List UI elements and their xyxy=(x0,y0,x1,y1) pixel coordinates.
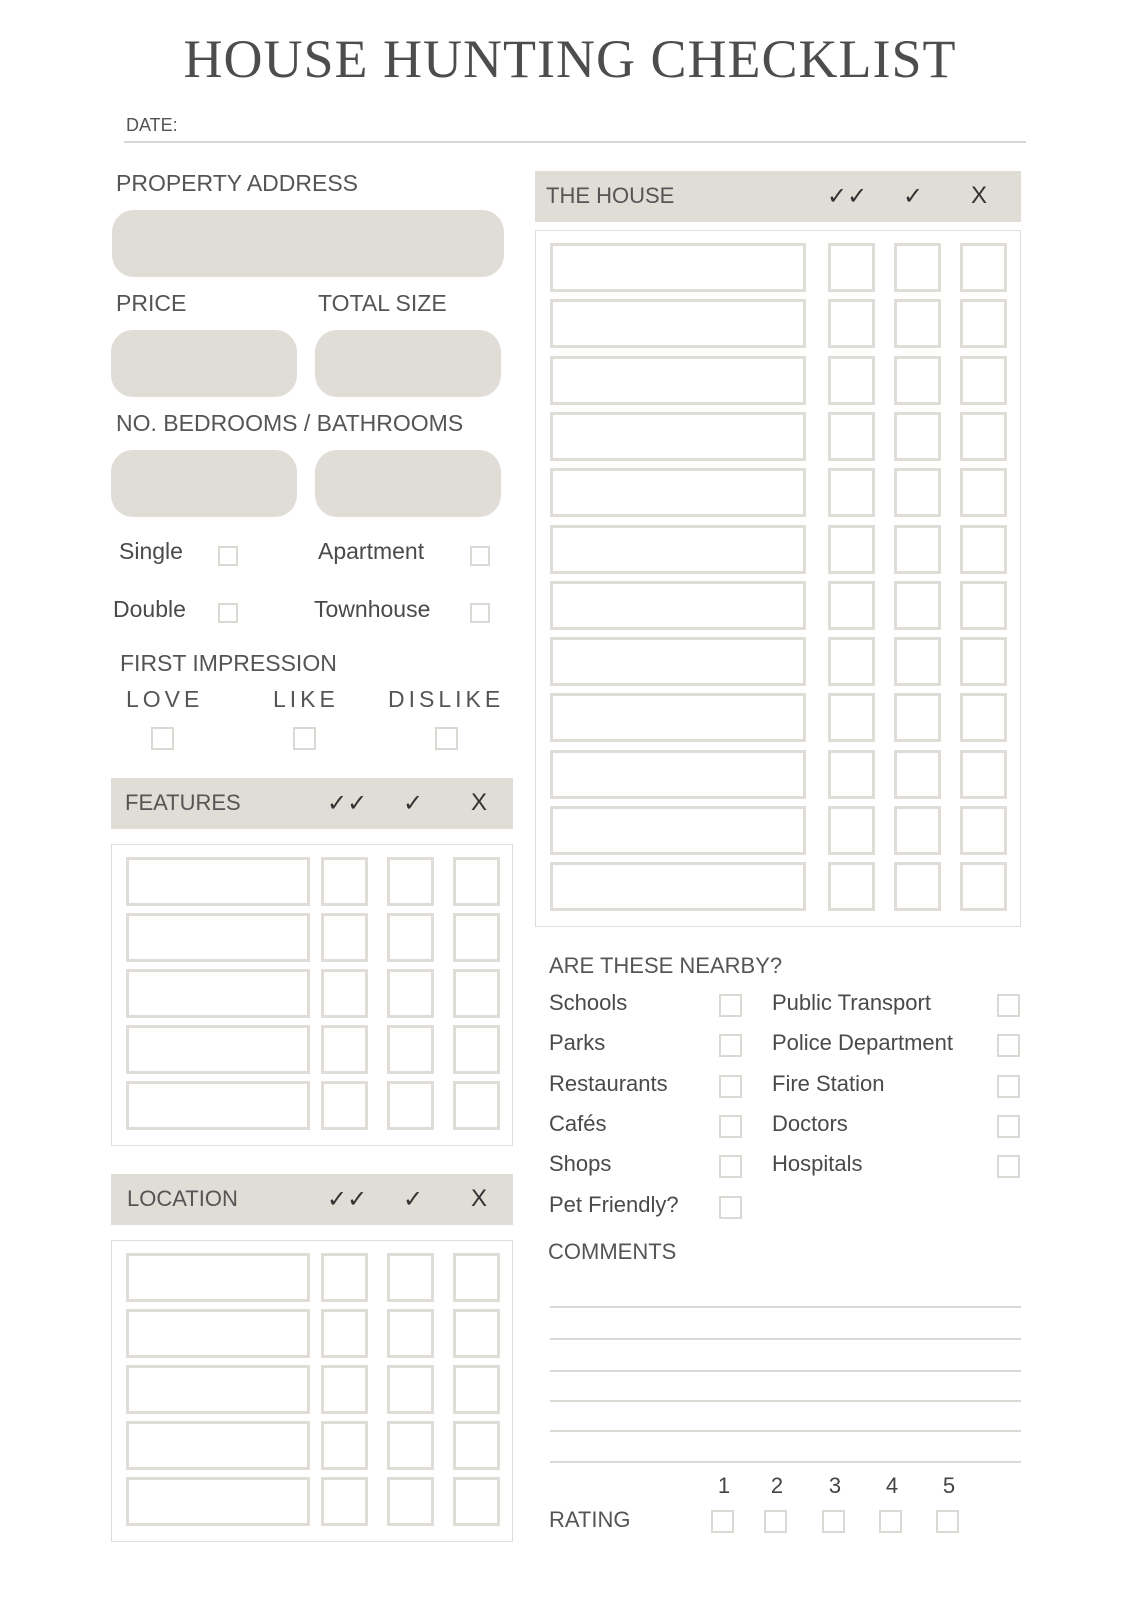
first-impression-label: FIRST IMPRESSION xyxy=(120,650,337,676)
item-field[interactable] xyxy=(126,969,310,1018)
nearby-item-checkbox[interactable] xyxy=(719,994,742,1017)
check-box[interactable] xyxy=(387,1253,434,1302)
check-box[interactable] xyxy=(894,525,941,574)
nearby-item-label: Parks xyxy=(549,1030,606,1056)
item-field[interactable] xyxy=(550,299,806,348)
price-field[interactable] xyxy=(111,330,297,397)
impression-love-checkbox[interactable] xyxy=(151,727,174,750)
double-check-box[interactable] xyxy=(321,1309,368,1358)
item-field[interactable] xyxy=(550,581,806,630)
nearby-item-label: Public Transport xyxy=(772,990,931,1015)
rating-checkbox[interactable] xyxy=(822,1510,845,1533)
cross-box[interactable] xyxy=(453,857,500,906)
impression-dislike-checkbox[interactable] xyxy=(435,727,458,750)
nearby-item-label: Police Department xyxy=(772,1030,953,1056)
check-box[interactable] xyxy=(387,1309,434,1358)
double-check-box[interactable] xyxy=(828,243,875,292)
rating-checkbox[interactable] xyxy=(764,1510,787,1533)
item-field[interactable] xyxy=(126,1081,310,1130)
cross-box[interactable] xyxy=(960,637,1007,686)
nearby-item-label: Restaurants xyxy=(549,1070,668,1096)
item-field[interactable] xyxy=(126,1309,310,1358)
total-size-label: TOTAL SIZE xyxy=(318,290,447,316)
check-box[interactable] xyxy=(894,750,941,799)
type-townhouse-checkbox[interactable] xyxy=(470,603,490,623)
cross-box[interactable] xyxy=(453,969,500,1018)
comment-line xyxy=(550,1370,1021,1372)
house-table xyxy=(535,230,1021,927)
item-field[interactable] xyxy=(550,862,806,911)
double-check-icon: ✓✓ xyxy=(327,1186,368,1213)
rating-label: RATING xyxy=(549,1507,631,1532)
double-check-box[interactable] xyxy=(828,862,875,911)
nearby-item-label: Schools xyxy=(549,990,628,1015)
item-field[interactable] xyxy=(126,1421,310,1470)
nearby-item-label: Cafés xyxy=(549,1110,607,1136)
double-check-icon: ✓✓ xyxy=(327,790,368,817)
total-size-field[interactable] xyxy=(315,330,501,397)
nearby-item-checkbox[interactable] xyxy=(719,1075,742,1098)
double-check-box[interactable] xyxy=(321,857,368,906)
check-box[interactable] xyxy=(894,637,941,686)
check-box[interactable] xyxy=(387,857,434,906)
nearby-item-label: Doctors xyxy=(772,1110,848,1136)
impression-love-label: LOVE xyxy=(126,686,204,712)
nearby-item-checkbox[interactable] xyxy=(997,1115,1020,1138)
cross-icon: X xyxy=(471,789,488,816)
rating-checkbox[interactable] xyxy=(879,1510,902,1533)
rating-number: 2 xyxy=(770,1473,784,1498)
cross-box[interactable] xyxy=(453,913,500,962)
cross-box[interactable] xyxy=(960,412,1007,461)
type-double-checkbox[interactable] xyxy=(218,603,238,623)
item-field[interactable] xyxy=(550,806,806,855)
check-icon: ✓ xyxy=(403,790,424,817)
comment-line xyxy=(550,1306,1021,1308)
double-check-box[interactable] xyxy=(828,806,875,855)
cross-box[interactable] xyxy=(453,1025,500,1074)
item-field[interactable] xyxy=(126,913,310,962)
item-field[interactable] xyxy=(550,412,806,461)
check-box[interactable] xyxy=(894,806,941,855)
impression-dislike-label: DISLIKE xyxy=(388,686,505,712)
cross-box[interactable] xyxy=(960,862,1007,911)
cross-box[interactable] xyxy=(960,581,1007,630)
item-field[interactable] xyxy=(126,1365,310,1414)
property-address-field[interactable] xyxy=(112,210,504,277)
cross-box[interactable] xyxy=(453,1421,500,1470)
location-table xyxy=(111,1240,513,1542)
location-title: LOCATION xyxy=(127,1186,238,1211)
features-table xyxy=(111,844,513,1146)
check-box[interactable] xyxy=(894,581,941,630)
type-double-label: Double xyxy=(113,596,186,622)
rating-number: 5 xyxy=(942,1473,956,1498)
double-check-box[interactable] xyxy=(828,412,875,461)
item-field[interactable] xyxy=(550,356,806,405)
double-check-box[interactable] xyxy=(321,1477,368,1526)
rating-checkbox[interactable] xyxy=(711,1510,734,1533)
comment-line xyxy=(550,1430,1021,1432)
bathrooms-field[interactable] xyxy=(315,450,501,517)
cross-box[interactable] xyxy=(960,356,1007,405)
item-field[interactable] xyxy=(126,1025,310,1074)
cross-icon: X xyxy=(471,1185,488,1212)
double-check-box[interactable] xyxy=(321,1253,368,1302)
nearby-label: ARE THESE NEARBY? xyxy=(549,953,783,978)
cross-box[interactable] xyxy=(453,1253,500,1302)
features-header xyxy=(111,778,513,829)
item-field[interactable] xyxy=(126,1477,310,1526)
check-box[interactable] xyxy=(894,412,941,461)
double-check-box[interactable] xyxy=(321,1421,368,1470)
nearby-item-label: Pet Friendly? xyxy=(549,1191,679,1217)
double-check-box[interactable] xyxy=(321,1365,368,1414)
comment-line xyxy=(550,1400,1021,1402)
item-field[interactable] xyxy=(550,468,806,517)
nearby-item-checkbox[interactable] xyxy=(997,1155,1020,1178)
item-field[interactable] xyxy=(126,1253,310,1302)
check-box[interactable] xyxy=(894,862,941,911)
rating-number: 1 xyxy=(717,1473,731,1498)
type-single-label: Single xyxy=(119,538,183,564)
nearby-item-checkbox[interactable] xyxy=(997,1034,1020,1057)
cross-box[interactable] xyxy=(453,1309,500,1358)
house-header xyxy=(535,171,1021,222)
type-apartment-label: Apartment xyxy=(318,538,425,564)
cross-box[interactable] xyxy=(960,299,1007,348)
check-box[interactable] xyxy=(894,299,941,348)
check-box[interactable] xyxy=(387,913,434,962)
item-field[interactable] xyxy=(550,637,806,686)
double-check-box[interactable] xyxy=(828,581,875,630)
cross-box[interactable] xyxy=(960,806,1007,855)
nearby-item-checkbox[interactable] xyxy=(997,994,1020,1017)
date-label: DATE: xyxy=(126,115,178,135)
check-icon: ✓ xyxy=(903,183,924,210)
item-field[interactable] xyxy=(550,750,806,799)
check-box[interactable] xyxy=(387,969,434,1018)
double-check-box[interactable] xyxy=(828,693,875,742)
cross-box[interactable] xyxy=(453,1365,500,1414)
type-apartment-checkbox[interactable] xyxy=(470,546,490,566)
cross-icon: X xyxy=(971,182,988,209)
check-box[interactable] xyxy=(894,243,941,292)
double-check-box[interactable] xyxy=(321,1025,368,1074)
double-check-box[interactable] xyxy=(828,468,875,517)
bedrooms-field[interactable] xyxy=(111,450,297,517)
double-check-icon: ✓✓ xyxy=(827,183,868,210)
item-field[interactable] xyxy=(550,525,806,574)
check-box[interactable] xyxy=(387,1365,434,1414)
cross-box[interactable] xyxy=(960,750,1007,799)
check-box[interactable] xyxy=(894,356,941,405)
rating-number: 3 xyxy=(828,1473,842,1498)
impression-like-checkbox[interactable] xyxy=(293,727,316,750)
nearby-item-checkbox[interactable] xyxy=(997,1075,1020,1098)
features-title: FEATURES xyxy=(125,790,241,815)
double-check-box[interactable] xyxy=(828,299,875,348)
double-check-box[interactable] xyxy=(321,1081,368,1130)
comment-line xyxy=(550,1338,1021,1340)
date-field[interactable] xyxy=(124,141,1026,143)
type-single-checkbox[interactable] xyxy=(218,546,238,566)
double-check-box[interactable] xyxy=(321,969,368,1018)
rating-number: 4 xyxy=(885,1473,899,1498)
check-box[interactable] xyxy=(387,1025,434,1074)
check-box[interactable] xyxy=(387,1421,434,1470)
item-field[interactable] xyxy=(550,693,806,742)
nearby-item-checkbox[interactable] xyxy=(719,1196,742,1219)
cross-box[interactable] xyxy=(453,1477,500,1526)
cross-box[interactable] xyxy=(960,693,1007,742)
item-field[interactable] xyxy=(550,243,806,292)
comments-label: COMMENTS xyxy=(548,1239,677,1264)
house-title: THE HOUSE xyxy=(546,183,675,208)
check-icon: ✓ xyxy=(403,1186,424,1213)
check-box[interactable] xyxy=(894,468,941,517)
double-check-box[interactable] xyxy=(828,750,875,799)
page-title: HOUSE HUNTING CHECKLIST xyxy=(183,29,957,89)
rating-checkbox[interactable] xyxy=(936,1510,959,1533)
double-check-box[interactable] xyxy=(828,356,875,405)
double-check-box[interactable] xyxy=(828,525,875,574)
nearby-item-checkbox[interactable] xyxy=(719,1034,742,1057)
cross-box[interactable] xyxy=(960,525,1007,574)
double-check-box[interactable] xyxy=(828,637,875,686)
bed-bath-label: NO. BEDROOMS / BATHROOMS xyxy=(116,410,464,436)
cross-box[interactable] xyxy=(960,468,1007,517)
price-label: PRICE xyxy=(116,290,187,316)
nearby-item-checkbox[interactable] xyxy=(719,1155,742,1178)
item-field[interactable] xyxy=(126,857,310,906)
cross-box[interactable] xyxy=(960,243,1007,292)
property-address-label: PROPERTY ADDRESS xyxy=(116,170,359,196)
location-header xyxy=(111,1174,513,1225)
nearby-item-label: Shops xyxy=(549,1151,612,1177)
nearby-item-label: Hospitals xyxy=(772,1151,863,1177)
check-box[interactable] xyxy=(894,693,941,742)
comment-line xyxy=(550,1461,1021,1463)
type-townhouse-label: Townhouse xyxy=(314,596,431,622)
double-check-box[interactable] xyxy=(321,913,368,962)
cross-box[interactable] xyxy=(453,1081,500,1130)
impression-like-label: LIKE xyxy=(273,686,339,712)
nearby-item-label: Fire Station xyxy=(772,1070,885,1096)
check-box[interactable] xyxy=(387,1477,434,1526)
nearby-item-checkbox[interactable] xyxy=(719,1115,742,1138)
check-box[interactable] xyxy=(387,1081,434,1130)
